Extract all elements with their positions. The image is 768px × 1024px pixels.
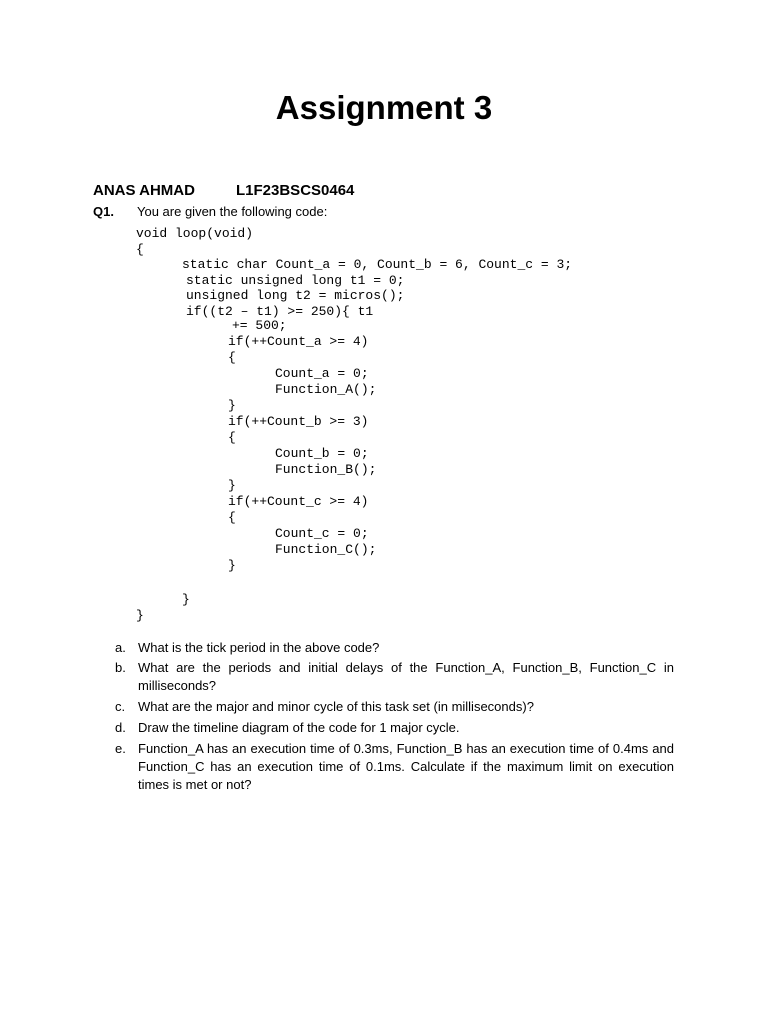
code-line: { [228,510,236,525]
list-marker: c. [115,699,126,714]
code-line: } [228,398,236,413]
code-line: } [136,608,144,623]
subquestion-text: Function_A has an execution time of 0.3ms, Function_B has an execution time of 0.4ms and Function_C has an execution time of 0.1ms. Calculate if the maximum limit on execution times is met or not? [138,741,674,792]
code-line: += 500; [232,318,287,333]
code-line: { [228,350,236,365]
code-line: if((t2 – t1) >= 250){ t1 [186,304,374,319]
list-marker: a. [115,640,126,655]
code-line: Count_a = 0; [275,366,369,381]
code-line: Function_B(); [275,462,377,477]
code-line: void loop(void) [136,226,254,241]
list-marker: e. [115,741,126,756]
code-line: Count_b = 0; [275,446,369,461]
document-title: Assignment 3 [275,89,493,126]
code-line: } [228,558,236,573]
question-label: Q1. [93,204,114,219]
list-item [115,659,674,695]
code-line: Function_C(); [275,542,377,557]
subquestion-text: Draw the timeline diagram of the code for 1 major cycle. [138,720,460,735]
code-line: } [182,592,190,607]
list-marker: b. [115,660,126,675]
list-item [115,698,674,716]
code-line: static unsigned long t1 = 0; [186,273,405,288]
student-id: L1F23BSCS0464 [236,182,355,199]
code-line: unsigned long t2 = micros(); [186,288,405,303]
list-item [115,639,674,657]
question-prompt: You are given the following code: [137,204,328,219]
code-line: if(++Count_c >= 4) [228,494,369,509]
code-line: { [136,242,144,257]
code-line: Count_c = 0; [275,526,369,541]
list-marker: d. [115,720,126,735]
author-line [93,181,355,201]
subquestion-text: What are the major and minor cycle of this task set (in milliseconds)? [138,699,534,714]
code-line: if(++Count_b >= 3) [228,414,369,429]
subquestion-text: What is the tick period in the above code? [138,640,380,655]
list-item [115,740,674,794]
author-name: ANAS AHMAD [93,182,195,199]
code-line: Function_A(); [275,382,377,397]
subquestion-text: What are the periods and initial delays of the Function_A, Function_B, Function_C in milliseconds? [138,660,674,693]
code-line: if(++Count_a >= 4) [228,334,369,349]
code-line: static char Count_a = 0, Count_b = 6, Count_c = 3; [182,257,573,272]
code-line: { [228,430,236,445]
code-line: } [228,478,236,493]
list-item [115,719,674,737]
